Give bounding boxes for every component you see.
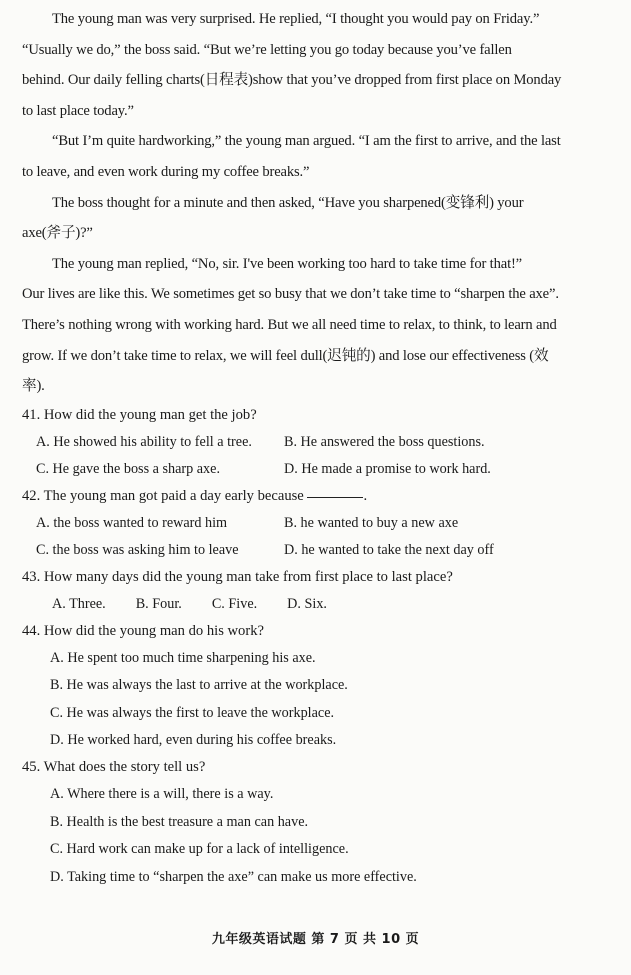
option-c: C. the boss was asking him to leave [36,541,239,558]
option-c: C. Five. [211,595,258,612]
passage-line: There’s nothing wrong with working hard. But we all need time to relax, to think, to learn and [22,316,557,333]
option-row [22,510,613,537]
option-a: A. Three. [52,595,106,612]
option-c: C. He was always the first to leave the workplace. [50,704,335,721]
option-b: B. Health is the best treasure a man can have. [50,813,309,830]
option-row [22,429,613,456]
question-45 [22,754,613,891]
passage-line: The young man replied, “No, sir. I've been working too hard to take time for that!” [52,255,523,272]
question-title [22,483,613,510]
option-d: D. he wanted to take the next day off [284,541,494,558]
passage-line: to leave, and even work during my coffee breaks.” [22,163,310,180]
option-d: D. He worked hard, even during his coffee breaks. [50,731,337,748]
option-c: C. He gave the boss a sharp axe. [36,460,220,477]
passage-line: to last place today.” [22,102,134,119]
passage-line: behind. Our daily felling charts(日程表)show that you’ve dropped from first place on Monday [22,72,562,89]
passage-line: “Usually we do,” the boss said. “But we’re letting you go today because you’ve fallen [22,41,512,58]
option-b: B. Four. [135,595,182,612]
option-d: D. Six. [287,595,327,612]
question-43 [22,564,613,618]
question-41 [22,402,613,483]
question-title: 41. How did the young man get the job? [22,406,257,423]
option-a: A. He showed his ability to fell a tree. [36,433,252,450]
passage-line: axe(斧子)?” [22,225,93,242]
reading-passage [22,4,613,402]
option-b: B. He answered the boss questions. [284,433,485,450]
passage-line: Our lives are like this. We sometimes get so busy that we don’t take time to “sharpen the axe”. [22,286,559,303]
question-title-end: . [363,487,368,504]
option-a: A. the boss wanted to reward him [36,514,228,531]
option-b: B. He was always the last to arrive at the workplace. [50,677,348,694]
option-row [22,456,613,483]
passage-line: The young man was very surprised. He replied, “I thought you would pay on Friday.” [52,11,540,27]
option-b: B. he wanted to buy a new axe [284,514,459,531]
option-a: A. He spent too much time sharpening his axe. [50,649,316,666]
option-row [22,591,613,618]
question-42 [22,483,613,564]
passage-line: grow. If we don’t take time to relax, we will feel dull(迟钝的) and lose our effectiveness (效 [22,347,549,364]
passage-line: 率). [22,378,45,395]
option-a: A. Where there is a will, there is a way. [50,786,274,803]
page-footer: 九年级英语试题 第 7 页 共 10 页 [211,932,420,947]
option-d: D. Taking time to “sharpen the axe” can make us more effective. [50,868,417,885]
question-title: 44. How did the young man do his work? [22,622,264,639]
option-row [22,537,613,564]
passage-line: The boss thought for a minute and then asked, “Have you sharpened(变锋利) your [52,194,524,211]
question-title: 43. How many days did the young man take from first place to last place? [22,568,453,585]
answer-blank [307,496,363,498]
question-title: 45. What does the story tell us? [22,759,206,776]
question-44 [22,618,613,755]
question-title-text: 42. The young man got paid a day early because [22,487,304,504]
option-d: D. He made a promise to work hard. [284,460,491,477]
passage-line: “But I’m quite hardworking,” the young man argued. “I am the first to arrive, and the last [52,133,561,150]
option-c: C. Hard work can make up for a lack of intelligence. [50,841,349,858]
